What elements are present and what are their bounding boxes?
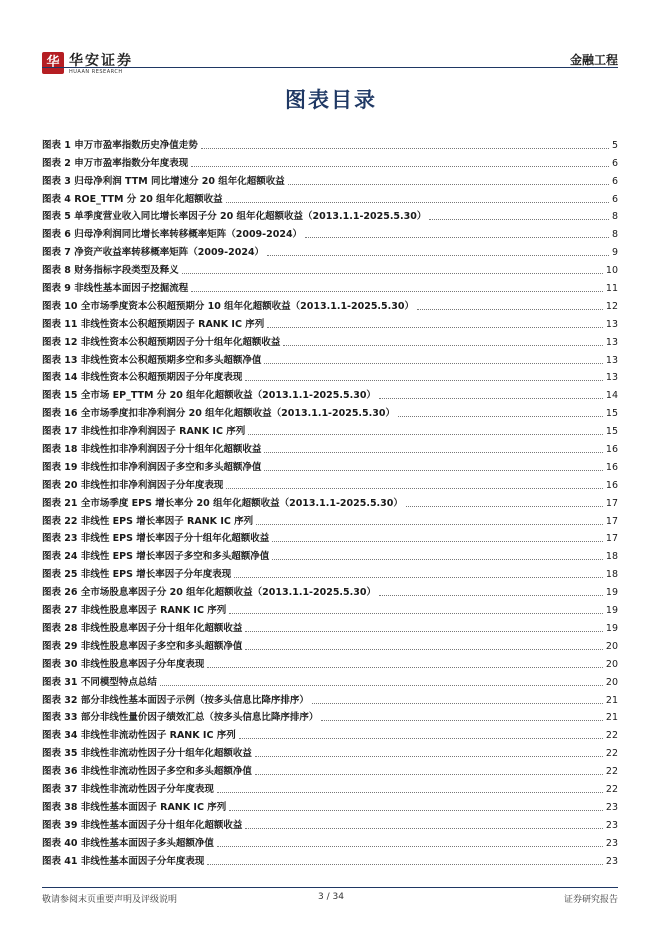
- section-label: 金融工程: [569, 53, 618, 67]
- toc-entry-page: 18: [605, 551, 618, 563]
- toc-entry-label: 图表 2 申万市盈率指数分年度表现: [42, 157, 189, 169]
- toc-entry-page: 19: [605, 605, 618, 617]
- toc-entry-label: 图表 10 全市场季度资本公积超预期分 10 组年化超额收益（2013.1.1-2025.5.30）: [42, 300, 414, 312]
- toc-entry-label: 图表 5 单季度营业收入同比增长率因子分 20 组年化超额收益（2013.1.1-2025.5.30）: [42, 211, 427, 223]
- toc-entry[interactable]: [42, 277, 618, 295]
- toc-entry[interactable]: [42, 134, 618, 152]
- toc-entry[interactable]: [42, 760, 618, 778]
- toc-leader-dots: [245, 380, 603, 381]
- toc-entry[interactable]: [42, 850, 618, 868]
- toc-entry-label: 图表 30 非线性股息率因子分年度表现: [42, 658, 205, 670]
- toc-leader-dots: [201, 148, 609, 149]
- toc-entry-label: 图表 33 部分非线性量价因子绩效汇总（按多头信息比降序排序）: [42, 712, 319, 724]
- toc-leader-dots: [207, 864, 603, 865]
- toc-leader-dots: [226, 488, 603, 489]
- toc-entry[interactable]: [42, 671, 618, 689]
- toc-entry[interactable]: [42, 223, 618, 241]
- toc-leader-dots: [191, 291, 603, 292]
- toc-entry[interactable]: [42, 510, 618, 528]
- toc-entry-label: 图表 27 非线性股息率因子 RANK IC 序列: [42, 605, 227, 617]
- toc-entry[interactable]: [42, 653, 618, 671]
- toc-entry-page: 22: [605, 766, 618, 778]
- toc-entry-label: 图表 9 非线性基本面因子挖掘流程: [42, 283, 189, 295]
- header-divider: [42, 67, 618, 68]
- toc-entry-page: 8: [611, 211, 618, 223]
- toc-entry[interactable]: [42, 707, 618, 725]
- toc-entry[interactable]: [42, 742, 618, 760]
- toc-leader-dots: [217, 846, 603, 847]
- toc-entry-page: 22: [605, 730, 618, 742]
- toc-leader-dots: [312, 703, 603, 704]
- footer-doc-type: 证券研究报告: [563, 895, 618, 905]
- toc-entry[interactable]: [42, 188, 618, 206]
- toc-entry-label: 图表 36 非线性非流动性因子多空和多头超额净值: [42, 766, 252, 778]
- toc-leader-dots: [264, 452, 603, 453]
- toc-entry-page: 9: [611, 247, 618, 259]
- toc-entry-page: 10: [605, 265, 618, 277]
- toc-leader-dots: [245, 828, 603, 829]
- toc-leader-dots: [417, 309, 603, 310]
- toc-entry-label: 图表 32 部分非线性基本面因子示例（按多头信息比降序排序）: [42, 694, 309, 706]
- toc-entry-label: 图表 4 ROE_TTM 分 20 组年化超额收益: [42, 193, 223, 205]
- toc-entry-label: 图表 37 非线性非流动性因子分年度表现: [42, 783, 214, 795]
- toc-leader-dots: [245, 631, 603, 632]
- toc-entry-label: 图表 22 非线性 EPS 增长率因子 RANK IC 序列: [42, 515, 254, 527]
- toc-leader-dots: [182, 273, 603, 274]
- toc-entry-label: 图表 25 非线性 EPS 增长率因子分年度表现: [42, 569, 232, 581]
- toc-entry-page: 5: [611, 139, 618, 151]
- toc-entry-page: 16: [605, 461, 618, 473]
- toc-entry[interactable]: [42, 778, 618, 796]
- toc-entry-label: 图表 34 非线性非流动性因子 RANK IC 序列: [42, 730, 236, 742]
- toc-leader-dots: [398, 416, 603, 417]
- toc-entry-label: 图表 20 非线性扣非净利润因子分年度表现: [42, 479, 224, 491]
- logo-name-en: HUAAN RESEARCH: [69, 69, 123, 75]
- toc-entry-page: 20: [605, 676, 618, 688]
- toc-entry[interactable]: [42, 402, 618, 420]
- toc-entry-label: 图表 35 非线性非流动性因子分十组年化超额收益: [42, 748, 252, 760]
- toc-leader-dots: [256, 524, 603, 525]
- toc-entry[interactable]: [42, 545, 618, 563]
- toc-entry[interactable]: [42, 563, 618, 581]
- toc-entry-label: 图表 40 非线性基本面因子多头超额净值: [42, 837, 214, 849]
- toc-entry[interactable]: [42, 474, 618, 492]
- toc-leader-dots: [229, 613, 603, 614]
- page-title: 图表目录: [285, 88, 377, 112]
- toc-entry-page: 6: [611, 193, 618, 205]
- toc-entry-page: 21: [605, 694, 618, 706]
- toc-entry-page: 23: [605, 855, 618, 867]
- toc-entry-page: 19: [605, 587, 618, 599]
- toc-entry-label: 图表 6 归母净利润同比增长率转移概率矩阵（2009-2024）: [42, 229, 303, 241]
- company-logo: [42, 50, 137, 78]
- toc-entry[interactable]: [42, 241, 618, 259]
- toc-entry-page: 23: [605, 837, 618, 849]
- footer-divider: [42, 887, 618, 888]
- toc-entry-page: 12: [605, 300, 618, 312]
- toc-leader-dots: [191, 166, 609, 167]
- toc-entry-page: 17: [605, 497, 618, 509]
- toc-entry-label: 图表 1 申万市盈率指数历史净值走势: [42, 139, 198, 151]
- toc-entry[interactable]: [42, 206, 618, 224]
- toc-leader-dots: [255, 756, 603, 757]
- toc-entry-page: 15: [605, 426, 618, 438]
- toc-leader-dots: [226, 202, 609, 203]
- toc-leader-dots: [305, 237, 609, 238]
- toc-entry[interactable]: [42, 349, 618, 367]
- toc-entry[interactable]: [42, 581, 618, 599]
- toc-leader-dots: [406, 506, 603, 507]
- toc-entry-label: 图表 12 非线性资本公积超预期因子分十组年化超额收益: [42, 336, 281, 348]
- toc-entry-label: 图表 21 全市场季度 EPS 增长率分 20 组年化超额收益（2013.1.1-2025.5.30）: [42, 497, 403, 509]
- toc-entry-label: 图表 39 非线性基本面因子分十组年化超额收益: [42, 819, 243, 831]
- toc-entry-page: 15: [605, 408, 618, 420]
- toc-entry-page: 22: [605, 783, 618, 795]
- toc-entry[interactable]: [42, 259, 618, 277]
- toc-entry[interactable]: [42, 420, 618, 438]
- toc-entry-label: 图表 38 非线性基本面因子 RANK IC 序列: [42, 801, 227, 813]
- toc-entry-label: 图表 14 非线性资本公积超预期因子分年度表现: [42, 372, 243, 384]
- toc-entry-page: 19: [605, 622, 618, 634]
- toc-entry-label: 图表 15 全市场 EP_TTM 分 20 组年化超额收益（2013.1.1-2025.5.30）: [42, 390, 376, 402]
- toc-leader-dots: [272, 541, 603, 542]
- toc-entry-page: 16: [605, 444, 618, 456]
- toc-entry-page: 11: [605, 283, 618, 295]
- toc-leader-dots: [207, 667, 603, 668]
- toc-entry-label: 图表 16 全市场季度扣非净利润分 20 组年化超额收益（2013.1.1-2025.5.30）: [42, 408, 395, 420]
- toc-entry[interactable]: [42, 724, 618, 742]
- toc-leader-dots: [379, 398, 603, 399]
- toc-leader-dots: [264, 470, 603, 471]
- toc-entry-page: 13: [605, 336, 618, 348]
- toc-entry-label: 图表 8 财务指标字段类型及释义: [42, 265, 179, 277]
- toc-entry[interactable]: [42, 152, 618, 170]
- toc-leader-dots: [160, 685, 603, 686]
- toc-leader-dots: [429, 219, 609, 220]
- footer-disclaimer: 敬请参阅末页重要声明及评级说明: [42, 895, 178, 905]
- toc-entry-page: 17: [605, 515, 618, 527]
- toc-entry-page: 23: [605, 801, 618, 813]
- toc-entry-page: 6: [611, 157, 618, 169]
- toc-leader-dots: [234, 577, 603, 578]
- toc-entry[interactable]: [42, 456, 618, 474]
- logo-seal: 华: [42, 52, 64, 74]
- toc-entry-page: 13: [605, 354, 618, 366]
- toc-entry[interactable]: [42, 313, 618, 331]
- toc-entry[interactable]: [42, 295, 618, 313]
- toc-entry-label: 图表 3 归母净利润 TTM 同比增速分 20 组年化超额收益: [42, 175, 285, 187]
- toc-entry-label: 图表 17 非线性扣非净利润因子 RANK IC 序列: [42, 426, 246, 438]
- toc-entry-page: 16: [605, 479, 618, 491]
- toc-entry[interactable]: [42, 170, 618, 188]
- toc-entry-page: 6: [611, 175, 618, 187]
- toc-entry[interactable]: [42, 796, 618, 814]
- toc-entry-label: 图表 23 非线性 EPS 增长率因子分十组年化超额收益: [42, 533, 270, 545]
- page-header: [0, 0, 662, 80]
- toc-entry-page: 23: [605, 819, 618, 831]
- toc-entry-label: 图表 18 非线性扣非净利润因子分十组年化超额收益: [42, 444, 262, 456]
- toc-entry-label: 图表 24 非线性 EPS 增长率因子多空和多头超额净值: [42, 551, 270, 563]
- toc-entry-page: 22: [605, 748, 618, 760]
- logo-name-cn: 华安证券: [69, 53, 133, 69]
- toc-entry-page: 13: [605, 372, 618, 384]
- toc-entry-label: 图表 31 不同模型特点总结: [42, 676, 157, 688]
- toc-leader-dots: [264, 363, 603, 364]
- toc-leader-dots: [288, 184, 609, 185]
- toc-entry-page: 13: [605, 318, 618, 330]
- toc-entry[interactable]: [42, 832, 618, 850]
- toc-entry-label: 图表 28 非线性股息率因子分十组年化超额收益: [42, 622, 243, 634]
- toc-entry[interactable]: [42, 384, 618, 402]
- toc-entry-page: 21: [605, 712, 618, 724]
- toc-leader-dots: [248, 434, 603, 435]
- toc-leader-dots: [283, 345, 603, 346]
- toc-entry-page: 8: [611, 229, 618, 241]
- toc-entry[interactable]: [42, 331, 618, 349]
- toc-entry[interactable]: [42, 492, 618, 510]
- toc-entry[interactable]: [42, 617, 618, 635]
- toc-entry-page: 18: [605, 569, 618, 581]
- toc-entry[interactable]: [42, 635, 618, 653]
- toc-entry[interactable]: [42, 814, 618, 832]
- toc-leader-dots: [217, 792, 603, 793]
- toc-leader-dots: [272, 559, 603, 560]
- toc-entry[interactable]: [42, 367, 618, 385]
- toc-entry-label: 图表 13 非线性资本公积超预期多空和多头超额净值: [42, 354, 262, 366]
- toc-entry[interactable]: [42, 438, 618, 456]
- toc-entry-label: 图表 19 非线性扣非净利润因子多空和多头超额净值: [42, 461, 262, 473]
- toc-leader-dots: [255, 774, 603, 775]
- toc-entry[interactable]: [42, 599, 618, 617]
- toc-entry[interactable]: [42, 689, 618, 707]
- toc-entry-label: 图表 11 非线性资本公积超预期因子 RANK IC 序列: [42, 318, 265, 330]
- toc-entry-label: 图表 29 非线性股息率因子多空和多头超额净值: [42, 640, 243, 652]
- figure-toc-list: [42, 134, 618, 868]
- toc-entry-label: 图表 26 全市场股息率因子分 20 组年化超额收益（2013.1.1-2025.5.30）: [42, 587, 376, 599]
- toc-leader-dots: [245, 649, 603, 650]
- toc-entry-label: 图表 41 非线性基本面因子分年度表现: [42, 855, 205, 867]
- toc-entry-page: 14: [605, 390, 618, 402]
- toc-entry[interactable]: [42, 528, 618, 546]
- toc-entry-page: 20: [605, 640, 618, 652]
- toc-entry-label: 图表 7 净资产收益率转移概率矩阵（2009-2024）: [42, 247, 265, 259]
- page-number: 3 / 34: [318, 892, 344, 902]
- toc-entry-page: 17: [605, 533, 618, 545]
- toc-leader-dots: [321, 720, 603, 721]
- toc-leader-dots: [229, 810, 603, 811]
- toc-entry-page: 20: [605, 658, 618, 670]
- toc-leader-dots: [267, 255, 609, 256]
- toc-leader-dots: [379, 595, 603, 596]
- toc-leader-dots: [239, 738, 603, 739]
- toc-leader-dots: [267, 327, 603, 328]
